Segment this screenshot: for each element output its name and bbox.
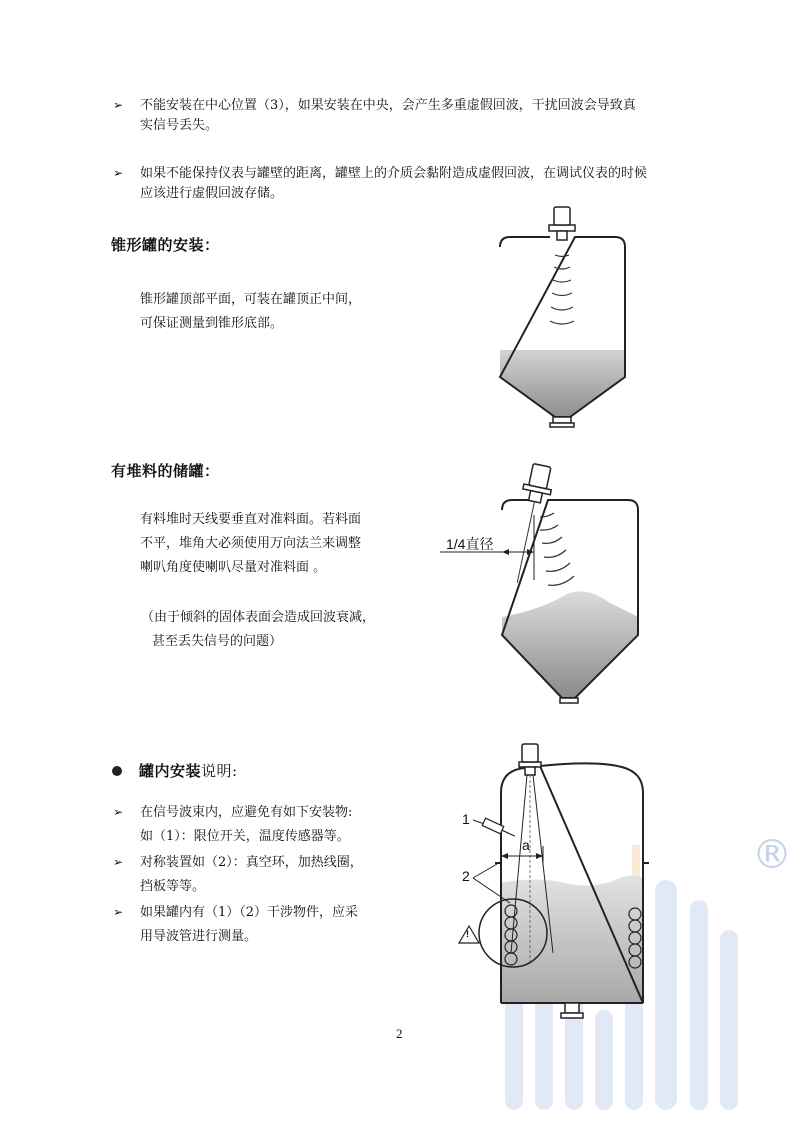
- arrow-bullet-icon: ➢: [113, 805, 124, 819]
- quarter-diameter-label: 1/4直径: [446, 536, 494, 552]
- inside-installation-heading-part-2: 说明: [201, 762, 233, 780]
- cone-tank-text-line-2: 可保证测量到锥形底部。: [140, 316, 284, 331]
- pile-tank-text-line-2: 不平，堆角大必须使用万向法兰来调整: [140, 536, 362, 551]
- interference-2-label: 2: [462, 868, 470, 884]
- pile-tank-note-line-2: 甚至丢失信号的问题）: [152, 634, 283, 649]
- cone-tank-heading: 锥形罐的安装：: [111, 236, 220, 254]
- warning-icon: !: [466, 929, 469, 939]
- intro-item-1-line-1: 不能安装在中心位置（3），如果安装在中央，会产生多重虚假回波，干扰回波会导致真: [140, 98, 636, 113]
- arrow-bullet-icon: ➢: [113, 98, 124, 112]
- inside-item-1-line-1: 在信号波束内，应避免有如下安装物:: [140, 805, 353, 820]
- inside-item-3-line-2: 用导波管进行测量。: [140, 929, 258, 944]
- pile-tank-diagram: [440, 455, 650, 705]
- intro-item-2-line-2: 应该进行虚假回波存储。: [140, 186, 284, 201]
- interference-1-label: 1: [462, 811, 470, 827]
- inside-item-3-line-1: 如果罐内有（1）（2）干涉物件，应采: [140, 905, 359, 920]
- registered-trademark-mark: ®: [752, 832, 792, 878]
- inside-tank-diagram: [455, 738, 675, 1028]
- pile-tank-text-line-3: 喇叭角度使喇叭尽量对准料面 。: [140, 560, 327, 575]
- page-number: 2: [396, 1026, 403, 1041]
- intro-item-2-line-1: 如果不能保持仪表与罐壁的距离，罐壁上的介质会黏附造成虚假回波，在调试仪表的时候: [140, 166, 648, 181]
- inside-item-1-line-2: 如（1）：限位开关，温度传感器等。: [140, 829, 350, 844]
- arrow-bullet-icon: ➢: [113, 855, 124, 869]
- intro-item-1-line-2: 实信号丢失。: [140, 118, 219, 133]
- inside-installation-heading: [139, 760, 238, 781]
- inside-installation-heading-colon: :: [232, 762, 238, 780]
- pile-tank-text-line-1: 有料堆时天线要垂直对准料面。若料面: [140, 512, 362, 527]
- arrow-bullet-icon: ➢: [113, 905, 124, 919]
- arrow-bullet-icon: ➢: [113, 166, 124, 180]
- pile-tank-heading: 有堆料的储罐：: [111, 462, 220, 480]
- distance-a-label: a: [522, 837, 530, 853]
- cone-tank-text-line-1: 锥形罐顶部平面，可装在罐顶正中间，: [140, 292, 362, 307]
- inside-item-2-line-2: 挡板等等。: [140, 879, 206, 894]
- pile-tank-note-line-1: （由于倾斜的固体表面会造成回波衰减，: [141, 610, 376, 625]
- inside-installation-heading-part-1: 罐内安装: [139, 762, 202, 780]
- round-bullet-icon: [112, 766, 122, 776]
- cone-tank-diagram: [495, 205, 635, 435]
- inside-item-2-line-1: 对称装置如（2）：真空环，加热线圈，: [140, 855, 363, 870]
